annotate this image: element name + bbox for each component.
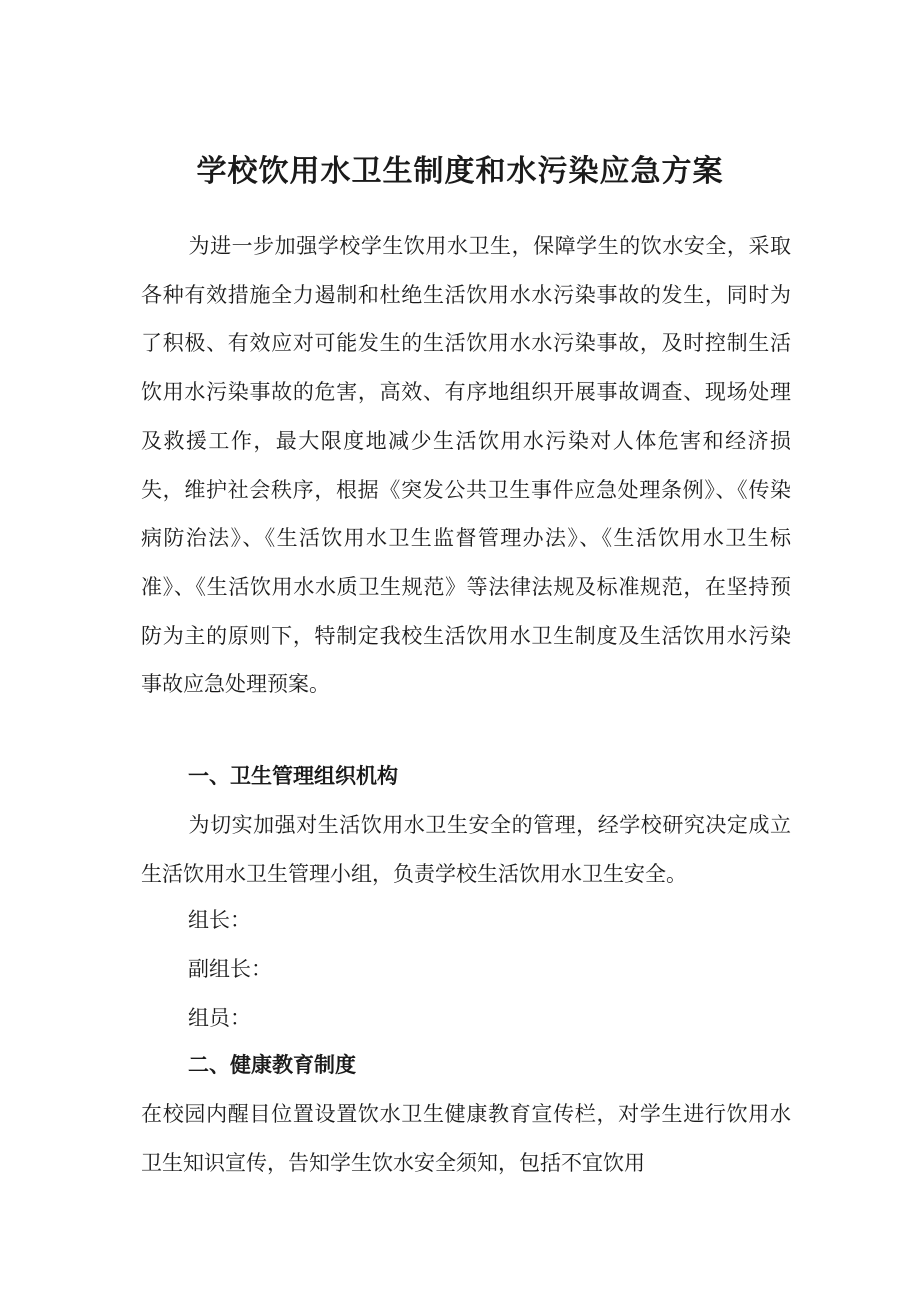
- section2-paragraph-text: 在校园内醒目位置设置饮水卫生健康教育宣传栏，对学生进行饮用水卫生知识宣传，告知学生饮水安全须知，包括不宜饮用: [141, 1102, 791, 1175]
- role-group-members: 组员：: [188, 1006, 251, 1030]
- section-heading-health-education: 二、健康教育制度: [188, 1053, 356, 1077]
- section-heading-organization: 一、卫生管理组织机构: [188, 764, 398, 788]
- intro-paragraph: [141, 222, 791, 709]
- section2-paragraph: [141, 1090, 791, 1187]
- section1-paragraph: [141, 801, 791, 898]
- section1-paragraph-text: 为切实加强对生活饮用水卫生安全的管理，经学校研究决定成立生活饮用水卫生管理小组，负责学校生活饮用水卫生安全。: [141, 813, 791, 886]
- document-title: 学校饮用水卫生制度和水污染应急方案: [196, 154, 724, 189]
- intro-paragraph-text: 为进一步加强学校学生饮用水卫生，保障学生的饮水安全，采取各种有效措施全力遏制和杜绝生活饮用水水污染事故的发生，同时为了积极、有效应对可能发生的生活饮用水水污染事故，及时控制生活饮用水污染事故的危害，高效、有序地组织开展事故调查、现场处理及救援工作，最大限度地减少生活饮用水污染对人体危害和经济损失，维护社会秩序，根据《突发公共卫生事件应急处理条例》、《传染病防治法》、《生活饮用水卫生监督管理办法》、《生活饮用水卫生标准》、《生活饮用水水质卫生规范》等法律法规及标准规范，在坚持预防为主的原则下，特制定我校生活饮用水卫生制度及生活饮用水污染事故应急处理预案。: [141, 234, 791, 697]
- role-deputy-group-leader: 副组长：: [188, 957, 272, 981]
- role-group-leader: 组长：: [188, 908, 251, 932]
